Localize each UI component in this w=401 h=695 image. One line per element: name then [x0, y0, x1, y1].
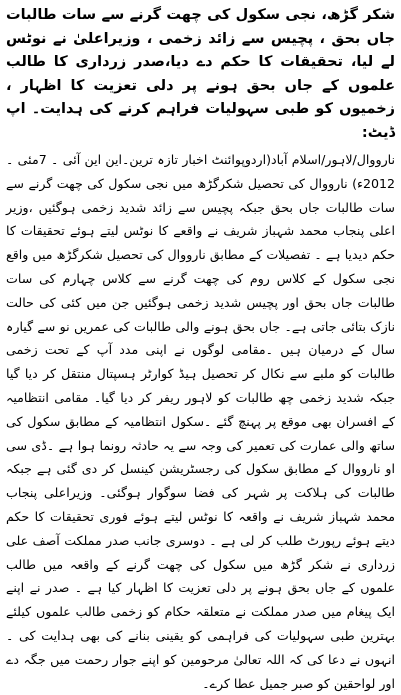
article-body: نارووال/لاہور/اسلام آباد(اردوپوائنٹ اخبار تازہ ترین۔این این آئی ۔ 7مئی ۔ 2012ء) نارووال کی تحصیل شکرگڑھ میں نجی سکول کی چھت گرنے سے سات طالبات جاں بحق جبکہ پچیس سے زائد شدید زخمی ہوگئیں ،وزیر اعلی پنجاب محمد شہباز شریف نے واقعے کا نوٹس لیتے ہوئے تحقیقات کا حکم دیدیا ہے ۔ تفصیلات کے مطابق نارووال کی تحصیل شکرگڑھ میں واقع نجی سکول کے کلاس روم کی چھت گرنے سے کلاس چہارم کی سات طالبات جاں بحق اور پچیس شدید زخمی ہوگئیں جن میں کئی کی حالت نازک بتائی جاتی ہے۔ جاں بحق ہونے والی طالبات کی عمریں نو سے گیارہ سال کے درمیان ہیں ۔مقامی لوگوں نے اپنی مدد آپ کے تحت زخمی طالبات کو ملبے سے نکال کر تحصیل ہیڈ کوارٹر ہسپتال منتقل کر دیا گیا جبکہ شدید زخمی چھ طالبات کو لاہور ریفر کر دیا گیا۔ مقامی انتظامیہ کے افسران بھی موقع پر پہنچ گئے ۔سکول انتظامیہ کے مطابق سکول کی ساتھ والی عمارت کی تعمیر کی وجہ سے یہ حادثہ رونما ہوا ہے ۔ڈی سی او نارووال کے مطابق سکول کی رجسٹریشن کینسل کر دی گئی ہے جبکہ طالبات کی ہلاکت پر شہر کی فضا سوگوار ہوگئی۔ وزیراعلی پنجاب محمد شہباز شریف نے واقعہ کا نوٹس لیتے ہوئے فوری تحقیقات کا حکم دیتے ہوئے رپورٹ طلب کر لی ہے ۔ دوسری جانب صدر مملکت آصف علی زرداری نے شکر گڑھ میں سکول کی چھت گرنے کے واقعہ میں طالب علموں کے جاں بحق ہونے پر دلی تعزیت کا اظہار کیا ہے ۔ صدر نے اپنے ایک پیغام میں صدر مملکت نے متعلقہ حکام کو زخمی طالب علموں کیلئے بہترین طبی سہولیات کی فراہمی کو یقینی بنانے کی بھی ہدایت کی ۔ انہوں نے دعا کی کہ اللہ تعالیٰ مرحومین کو اپنے جوار رحمت میں جگہ دے اور لواحقین کو صبر جمیل عطا کرے۔	[6, 152, 395, 691]
headline-text: شکر گڑھ، نجی سکول کی چھت گرنے سے سات طالبات جاں بحق ، پچیس سے زائد زخمی ، وزیراعلیٰ نے نوٹس لے لیا، تحقیقات کا حکم دے دیا،صدر زرداری کا طالب علموں کے جاں بحق ہونے پر دلی تعزیت کا اظہار ، زخمیوں کو طبی سہولیات فراہم کرنے کی ہدایت۔ اپ ڈیٹ	[6, 7, 395, 141]
article-headline: شکر گڑھ، نجی سکول کی چھت گرنے سے سات طالبات جاں بحق ، پچیس سے زائد زخمی ، وزیراعلیٰ نے نوٹس لے لیا، تحقیقات کا حکم دے دیا،صدر زرداری کا طالب علموں کے جاں بحق ہونے پر دلی تعزیت کا اظہار ، زخمیوں کو طبی سہولیات فراہم کرنے کی ہدایت۔ اپ ڈیٹ:	[6, 7, 395, 141]
